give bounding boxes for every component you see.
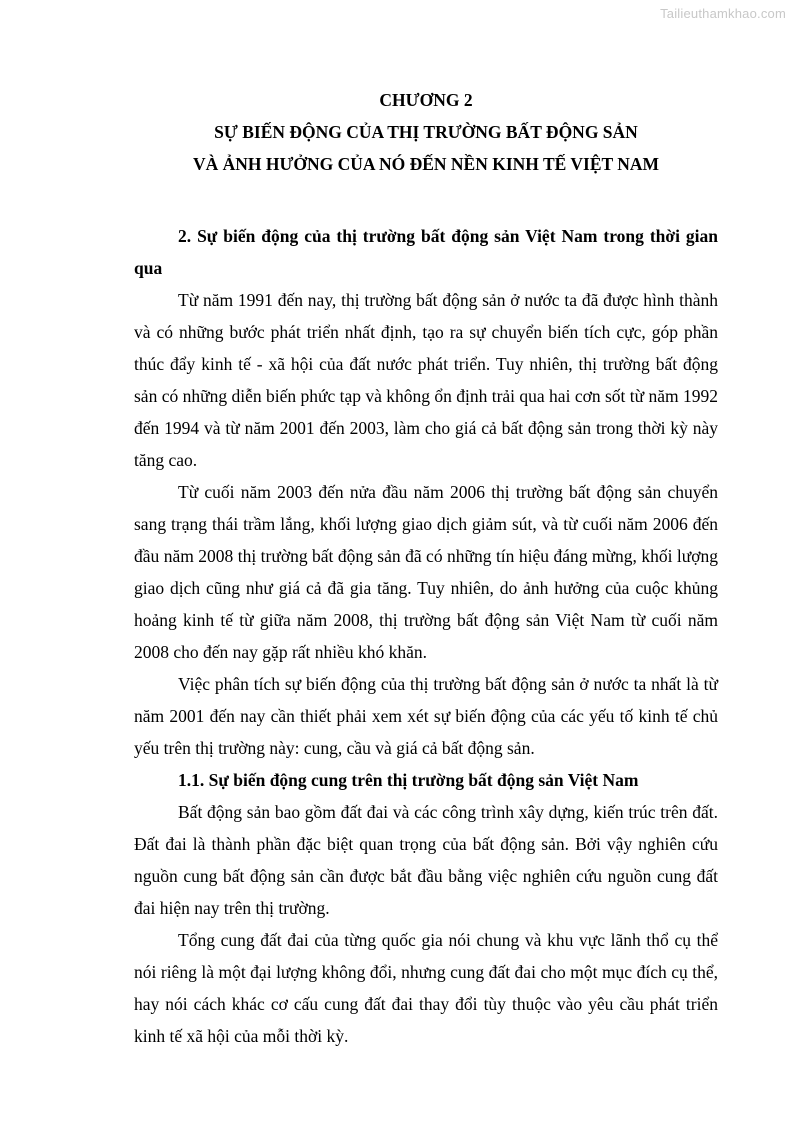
- subsection-title: 1.1. Sự biến động cung trên thị trường bất động sản Việt Nam: [178, 770, 639, 790]
- section-title: 2. Sự biến động của thị trường bất động sản Việt Nam trong thời gian qua: [134, 226, 718, 278]
- section-paragraph-3: Việc phân tích sự biến động của thị trường bất động sản ở nước ta nhất là từ năm 2001 đến nay cần thiết phải xem xét sự biến động của các yếu tố kinh tế chủ yếu trên thị trường này: cung, cầu và giá cả bất động sản.: [134, 674, 718, 758]
- chapter-label: CHƯƠNG 2: [379, 90, 473, 110]
- chapter-title-line-1: SỰ BIẾN ĐỘNG CỦA THỊ TRƯỜNG BẤT ĐỘNG SẢN: [214, 122, 638, 142]
- chapter-heading: [134, 84, 718, 180]
- subsection-paragraph-2: Tổng cung đất đai của từng quốc gia nói chung và khu vực lãnh thổ cụ thể nói riêng là một đại lượng không đổi, nhưng cung đất đai cho một mục đích cụ thể, hay nói cách khác cơ cấu cung đất đai thay đổi tùy thuộc vào yêu cầu phát triển kinh tế xã hội của mỗi thời kỳ.: [134, 930, 718, 1046]
- document-page: [134, 84, 718, 1052]
- subsection-paragraph-1: Bất động sản bao gồm đất đai và các công trình xây dựng, kiến trúc trên đất. Đất đai là thành phần đặc biệt quan trọng của bất động sản. Bởi vậy nghiên cứu nguồn cung bất động sản cần được bắt đầu bằng việc nghiên cứu nguồn cung đất đai hiện nay trên thị trường.: [134, 802, 718, 918]
- section-paragraph-2: Từ cuối năm 2003 đến nửa đầu năm 2006 thị trường bất động sản chuyển sang trạng thái trầm lắng, khối lượng giao dịch giảm sút, và từ cuối năm 2006 đến đầu năm 2008 thị trường bất động sản đã có những tín hiệu đáng mừng, khối lượng giao dịch cũng như giá cả đã gia tăng. Tuy nhiên, do ảnh hưởng của cuộc khủng hoảng kinh tế từ giữa năm 2008, thị trường bất động sản Việt Nam từ cuối năm 2008 cho đến nay gặp rất nhiều khó khăn.: [134, 482, 718, 662]
- section-paragraph-1: Từ năm 1991 đến nay, thị trường bất động sản ở nước ta đã được hình thành và có những bước phát triển nhất định, tạo ra sự chuyển biến tích cực, góp phần thúc đẩy kinh tế - xã hội của đất nước phát triển. Tuy nhiên, thị trường bất động sản có những diễn biến phức tạp và không ổn định trải qua hai cơn sốt từ năm 1992 đến 1994 và từ năm 2001 đến 2003, làm cho giá cả bất động sản trong thời kỳ này tăng cao.: [134, 290, 718, 470]
- chapter-title-line-2: VÀ ẢNH HƯỞNG CỦA NÓ ĐẾN NỀN KINH TẾ VIỆT NAM: [192, 154, 660, 174]
- watermark-text: Tailieuthamkhao.com: [660, 6, 786, 21]
